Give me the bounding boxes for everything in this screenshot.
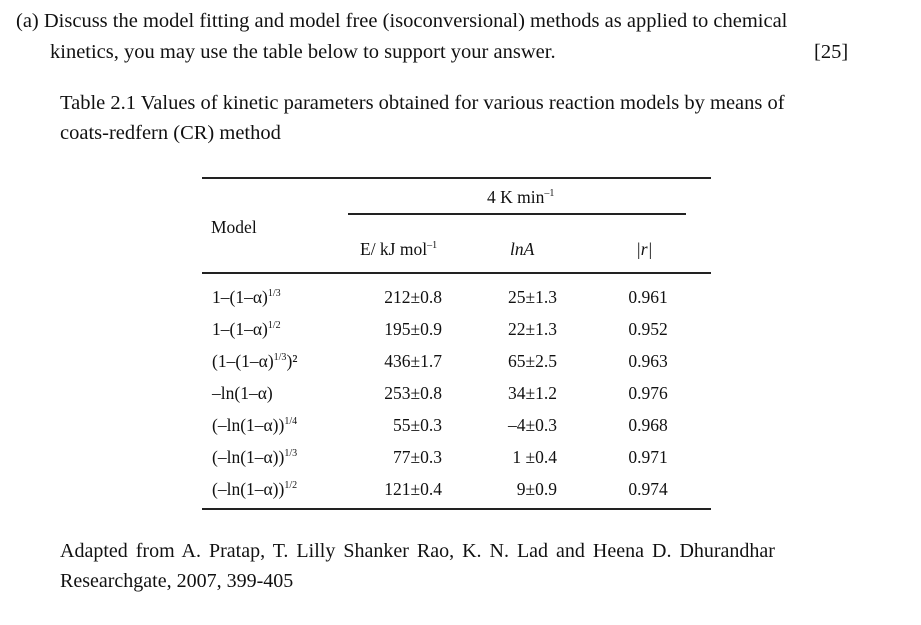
question-marks: [25] bbox=[814, 41, 849, 63]
table-cell-lna: 9±0.9 bbox=[516, 479, 557, 499]
table-row-model: $(1-(1-\alpha)^{1/3})^2$ bbox=[212, 351, 298, 371]
col-r-header: |r| bbox=[636, 239, 653, 259]
table-cell-r: 0.952 bbox=[628, 319, 668, 339]
table-row-model: $(-\ln(1-\alpha))^{1/3}$ bbox=[212, 447, 298, 467]
table-cell-r: 0.971 bbox=[628, 447, 668, 467]
model-header: Model bbox=[211, 217, 257, 237]
table-cell-lna: 34±1.2 bbox=[508, 383, 557, 403]
table-row-model: $(-\ln(1-\alpha))^{1/2}$ bbox=[212, 479, 298, 499]
table-cell-e: 253±0.8 bbox=[384, 383, 442, 403]
group-header: 4 K $\min^{-1}$ bbox=[487, 187, 555, 207]
table-row-model: $1-(1-\alpha)^{1/2}$ bbox=[212, 319, 281, 339]
header-bottom-rule bbox=[202, 272, 711, 274]
table-caption-line-2: coats-redfern (CR) method bbox=[60, 122, 281, 144]
table-cell-r: 0.976 bbox=[628, 383, 668, 403]
table-cell-r: 0.961 bbox=[628, 287, 668, 307]
table-cell-e: 121±0.4 bbox=[384, 479, 442, 499]
table-cell-r: 0.974 bbox=[628, 479, 668, 499]
table-top-rule bbox=[202, 177, 711, 179]
table-cell-lna: 22±1.3 bbox=[508, 319, 557, 339]
table-cell-lna: 25±1.3 bbox=[508, 287, 557, 307]
group-header-rule bbox=[348, 213, 686, 215]
source-line-1: Adapted from A. Pratap, T. Lilly Shanker Rao, K. N. Lad and Heena D. Dhurandhar bbox=[60, 540, 775, 562]
table-cell-e: 195±0.9 bbox=[384, 319, 442, 339]
table-row-model: $1-(1-\alpha)^{1/3}$ bbox=[212, 287, 281, 307]
table-cell-lna: 65±2.5 bbox=[508, 351, 557, 371]
table-cell-e: 436±1.7 bbox=[384, 351, 442, 371]
col-lna-header: lnA bbox=[510, 239, 535, 259]
table-row-model: –ln(1–α) bbox=[212, 383, 273, 403]
table-cell-e: 77±0.3 bbox=[393, 447, 442, 467]
table-cell-r: 0.968 bbox=[628, 415, 668, 435]
source-line-2: Researchgate, 2007, 399-405 bbox=[60, 570, 294, 592]
table-bottom-rule bbox=[202, 508, 711, 510]
table-row-model: $(-\ln(1-\alpha))^{1/4}$ bbox=[212, 415, 298, 435]
table-cell-e: 55±0.3 bbox=[393, 415, 442, 435]
table-cell-e: 212±0.8 bbox=[384, 287, 442, 307]
question-line-1: (a) Discuss the model fitting and model free (isoconversional) methods as applied to chemical bbox=[16, 10, 788, 32]
table-cell-lna: 1 ±0.4 bbox=[512, 447, 557, 467]
table-caption-line-1: Table 2.1 Values of kinetic parameters obtained for various reaction models by means of bbox=[60, 92, 785, 114]
question-line-2: kinetics, you may use the table below to support your answer. bbox=[50, 41, 556, 63]
table-cell-r: 0.963 bbox=[628, 351, 668, 371]
table-cell-lna: –4±0.3 bbox=[508, 415, 557, 435]
col-e-header: E/ kJ mol$^{-1}$ bbox=[360, 239, 438, 259]
